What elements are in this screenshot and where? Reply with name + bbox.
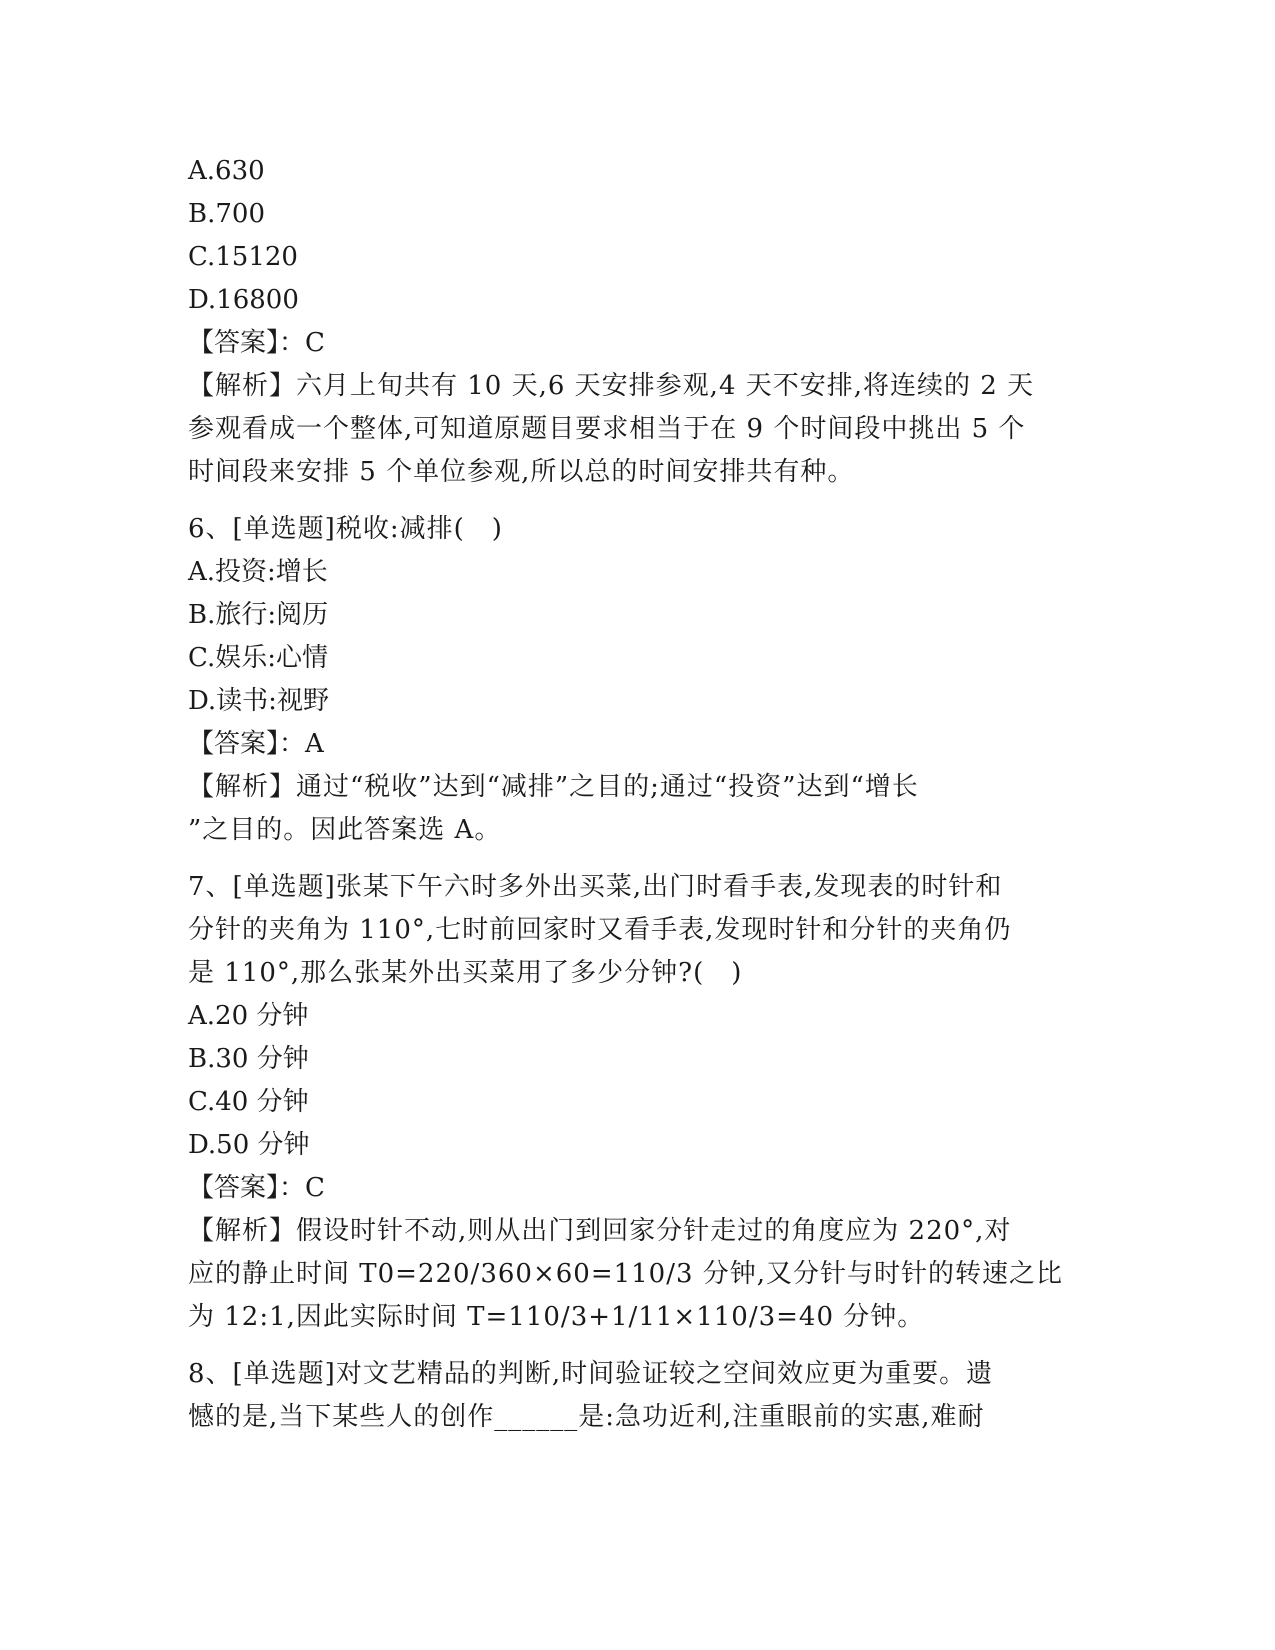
analysis-line: 【解析】通过“税收”达到“减排”之目的;通过“投资”达到“增长 [188,772,919,802]
question-text: 分针的夹角为 110°,七时前回家时又看手表,发现时针和分针的夹角仍 [188,915,1012,945]
analysis-line: ”之目的。因此答案选 A。 [188,815,502,845]
document-content [188,150,1088,1439]
question-text: 8、[单选题]对文艺精品的判断,时间验证较之空间效应更为重要。遗 [188,1359,994,1389]
option-d: D.16800 [188,285,299,315]
question-text: 是 110°,那么张某外出买菜用了多少分钟?( ) [188,958,743,988]
question-5-block [188,150,1088,494]
option-a: A.20 分钟 [188,1001,309,1031]
analysis-line: 【解析】假设时针不动,则从出门到回家分针走过的角度应为 220°,对 [188,1216,1012,1246]
analysis-line: 应的静止时间 T0=220/360×60=110/3 分钟,又分针与时针的转速之比 [188,1259,1064,1289]
answer-line: 【答案】：C [188,1173,325,1203]
option-d: D.读书:视野 [188,686,329,716]
answer-line: 【答案】：A [188,729,324,759]
analysis-line: 参观看成一个整体,可知道原题目要求相当于在 9 个时间段中挑出 5 个 [188,414,1026,444]
analysis-line: 为 12:1,因此实际时间 T=110/3+1/11×110/3=40 分钟。 [188,1302,925,1332]
question-text: 6、[单选题]税收:减排( ) [188,514,503,544]
question-text: 憾的是,当下某些人的创作______是:急功近利,注重眼前的实惠,难耐 [188,1402,985,1432]
option-c: C.15120 [188,242,298,272]
option-d: D.50 分钟 [188,1130,310,1160]
option-c: C.娱乐:心情 [188,643,328,673]
option-a: A.630 [188,156,265,186]
question-8-block [188,1353,1088,1439]
option-b: B.旅行:阅历 [188,600,329,630]
question-7-block [188,866,1088,1339]
option-b: B.30 分钟 [188,1044,309,1074]
analysis-line: 【解析】六月上旬共有 10 天,6 天安排参观,4 天不安排,将连续的 2 天 [188,371,1035,401]
answer-line: 【答案】：C [188,328,325,358]
option-a: A.投资:增长 [188,557,328,587]
question-6-block [188,508,1088,852]
analysis-line: 时间段来安排 5 个单位参观,所以总的时间安排共有种。 [188,457,855,487]
option-c: C.40 分钟 [188,1087,309,1117]
question-text: 7、[单选题]张某下午六时多外出买菜,出门时看手表,发现表的时针和 [188,872,1003,902]
option-b: B.700 [188,199,265,229]
